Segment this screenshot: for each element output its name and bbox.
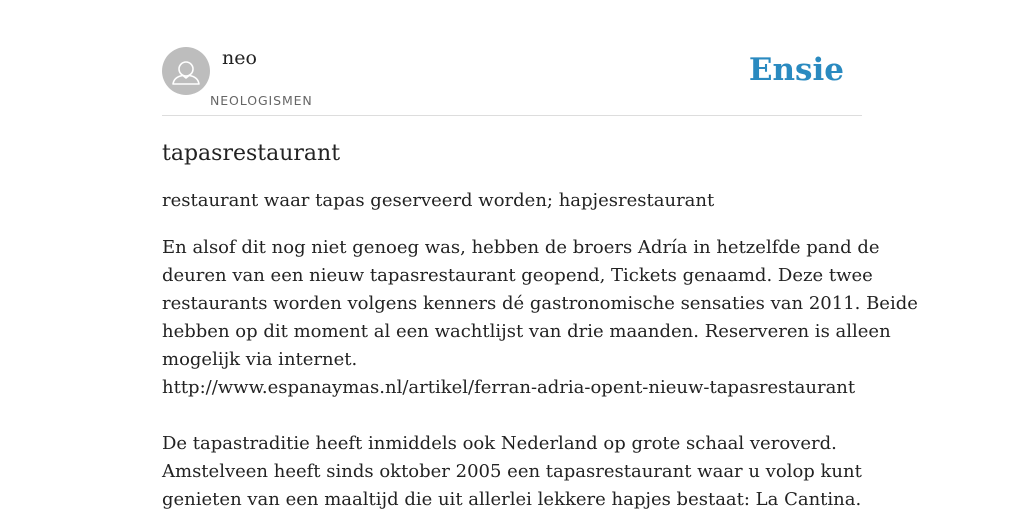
author-username[interactable]: neo: [222, 47, 257, 69]
example-line: En alsof dit nog niet genoeg was, hebben de broers Adría in hetzelfde pand de: [162, 237, 880, 258]
user-silhouette-icon: [162, 47, 210, 95]
example-line: deuren van een nieuw tapasrestaurant geopend, Tickets genaamd. Deze twee: [162, 265, 873, 286]
entry-definition: restaurant waar tapas geserveerd worden; hapjesrestaurant: [162, 190, 715, 211]
example-line: genieten van een maaltijd die uit allerlei lekkere hapjes bestaat: La Cantina.: [162, 489, 862, 510]
example-line: hebben op dit moment al een wachtlijst van drie maanden. Reserveren is alleen: [162, 321, 891, 342]
source-url: http://www.espanaymas.nl/artikel/ferran-adria-opent-nieuw-tapasrestaurant: [162, 377, 856, 398]
entry-term: tapasrestaurant: [162, 141, 341, 166]
user-avatar[interactable]: [162, 47, 210, 95]
collection-label[interactable]: NEOLOGISMEN: [210, 93, 313, 108]
example-line: mogelijk via internet.: [162, 349, 358, 370]
example-line: De tapastraditie heeft inmiddels ook Nederland op grote schaal veroverd.: [162, 433, 837, 454]
example-line: Amstelveen heeft sinds oktober 2005 een tapasrestaurant waar u volop kunt: [162, 461, 862, 482]
entry-example-text: [162, 234, 918, 512]
paragraph-gap: [162, 402, 862, 430]
site-header: [162, 0, 862, 116]
entry-content: [162, 138, 918, 512]
example-line: restaurants worden volgens kenners dé gastronomische sensaties van 2011. Beide: [162, 293, 918, 314]
brand-logo[interactable]: Ensie: [748, 52, 844, 88]
